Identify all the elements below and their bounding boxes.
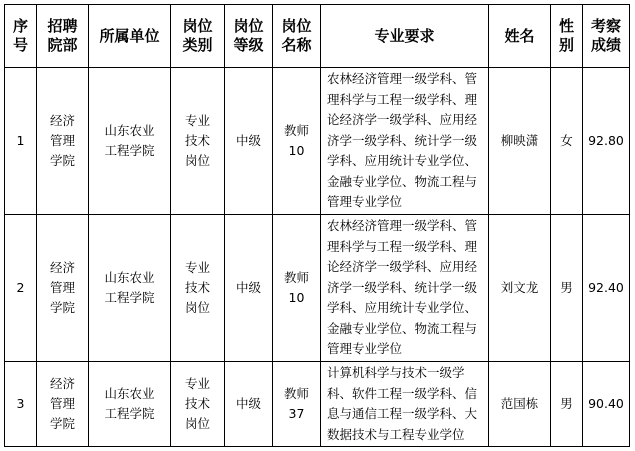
cell-level: 中级 xyxy=(225,215,273,362)
cell-seq: 1 xyxy=(5,68,37,215)
header-seq: 序 号 xyxy=(5,5,37,68)
cell-score: 92.40 xyxy=(583,215,630,362)
cell-gender: 男 xyxy=(551,215,583,362)
cell-category: 专业 技术 岗位 xyxy=(171,215,225,362)
cell-name: 范国栋 xyxy=(489,362,551,447)
cell-college: 经济 管理 学院 xyxy=(37,215,89,362)
cell-spec: 农林经济管理一级学科、管 理科学与工程一级学科、理 论经济学一级学科、应用经 济学一级学科、统计学一级 学科、应用统计专业学位、 金融专业学位、物流工程与 管理专业学位 xyxy=(321,215,489,362)
table-row xyxy=(5,362,630,447)
cell-spec: 计算机科学与技术一级学 科、软件工程一级学科、信 息与通信工程一级学科、大 数据技术与工程专业学位 xyxy=(321,362,489,447)
cell-gender: 男 xyxy=(551,362,583,447)
header-level: 岗位 等级 xyxy=(225,5,273,68)
cell-post: 教师 37 xyxy=(273,362,321,447)
header-category: 岗位 类别 xyxy=(171,5,225,68)
table-row xyxy=(5,215,630,362)
cell-seq: 3 xyxy=(5,362,37,447)
table-row xyxy=(5,68,630,215)
results-table xyxy=(4,4,630,447)
cell-score: 92.80 xyxy=(583,68,630,215)
cell-seq: 2 xyxy=(5,215,37,362)
cell-unit: 山东农业 工程学院 xyxy=(89,215,171,362)
cell-level: 中级 xyxy=(225,68,273,215)
cell-post: 教师 10 xyxy=(273,215,321,362)
cell-unit: 山东农业 工程学院 xyxy=(89,68,171,215)
header-unit: 所属单位 xyxy=(89,5,171,68)
header-gender: 性 别 xyxy=(551,5,583,68)
header-post: 岗位 名称 xyxy=(273,5,321,68)
header-score: 考察 成绩 xyxy=(583,5,630,68)
cell-level: 中级 xyxy=(225,362,273,447)
cell-unit: 山东农业 工程学院 xyxy=(89,362,171,447)
cell-gender: 女 xyxy=(551,68,583,215)
header-college: 招聘 院部 xyxy=(37,5,89,68)
cell-category: 专业 技术 岗位 xyxy=(171,362,225,447)
cell-name: 刘文龙 xyxy=(489,215,551,362)
cell-college: 经济 管理 学院 xyxy=(37,362,89,447)
cell-name: 柳映潇 xyxy=(489,68,551,215)
header-name: 姓名 xyxy=(489,5,551,68)
cell-category: 专业 技术 岗位 xyxy=(171,68,225,215)
cell-score: 90.40 xyxy=(583,362,630,447)
header-row xyxy=(5,5,630,68)
cell-spec: 农林经济管理一级学科、管 理科学与工程一级学科、理 论经济学一级学科、应用经 济学一级学科、统计学一级 学科、应用统计专业学位、 金融专业学位、物流工程与 管理专业学位 xyxy=(321,68,489,215)
cell-college: 经济 管理 学院 xyxy=(37,68,89,215)
header-spec: 专业要求 xyxy=(321,5,489,68)
cell-post: 教师 10 xyxy=(273,68,321,215)
